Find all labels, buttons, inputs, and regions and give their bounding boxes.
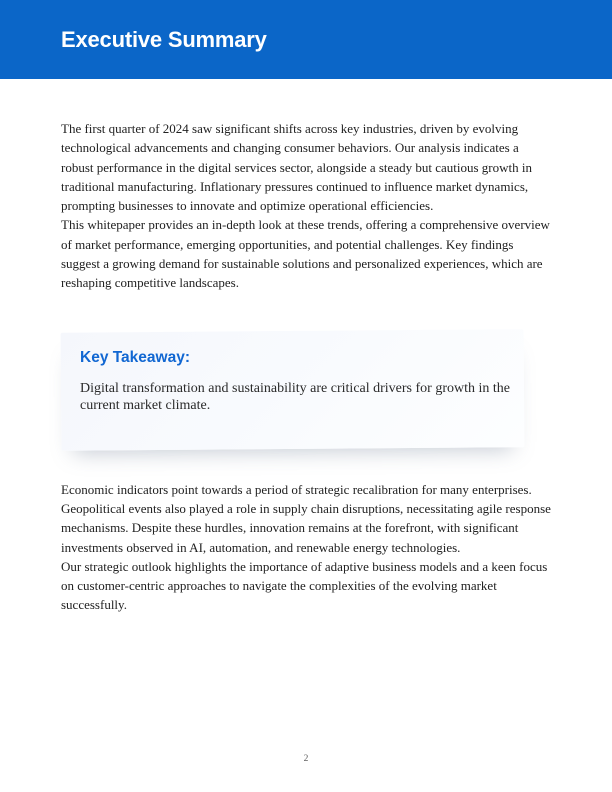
page-content bbox=[0, 79, 612, 615]
body-paragraph-1: The first quarter of 2024 saw significant shifts across key industries, driven by evolving technological advancements and changing consumer behaviors. Our analysis indicates a robust performance in the digital services sector, alongside a steady but cautious growth in traditional manufacturing. Inflationary pressures continued to influence market dynamics, prompting businesses to innovate and optimize operational efficiencies. bbox=[61, 121, 532, 214]
body-paragraph-4: Our strategic outlook highlights the importance of adaptive business models and a keen focus on customer-centric approaches to navigate the complexities of the evolving market successfully. bbox=[61, 558, 548, 613]
key-takeaway-callout bbox=[61, 331, 551, 449]
callout-content bbox=[80, 349, 527, 415]
body-paragraph-3: Economic indicators point towards a period of strategic recalibration for many enterprises. Geopolitical events also played a role in supply chain disruptions, necessitating agile response mechanisms. Despite these hurdles, innovation remains at the forefront, with significant investments observed in AI, automation, and renewable energy technologies. bbox=[61, 481, 551, 555]
callout-body: Digital transformation and sustainability are critical drivers for growth in the current market climate. bbox=[80, 380, 510, 413]
page-title: Executive Summary bbox=[61, 26, 267, 52]
page-footer bbox=[0, 748, 612, 766]
header-banner bbox=[0, 0, 612, 79]
body-paragraph-2: This whitepaper provides an in-depth look at these trends, offering a comprehensive overview of market performance, emerging opportunities, and potential challenges. Key findings suggest a growing demand for sustainable solutions and personalized experiences, which are reshaping competitive landscapes. bbox=[61, 217, 550, 291]
callout-title: Key Takeaway: bbox=[80, 348, 190, 366]
page-number: 2 bbox=[303, 754, 309, 764]
